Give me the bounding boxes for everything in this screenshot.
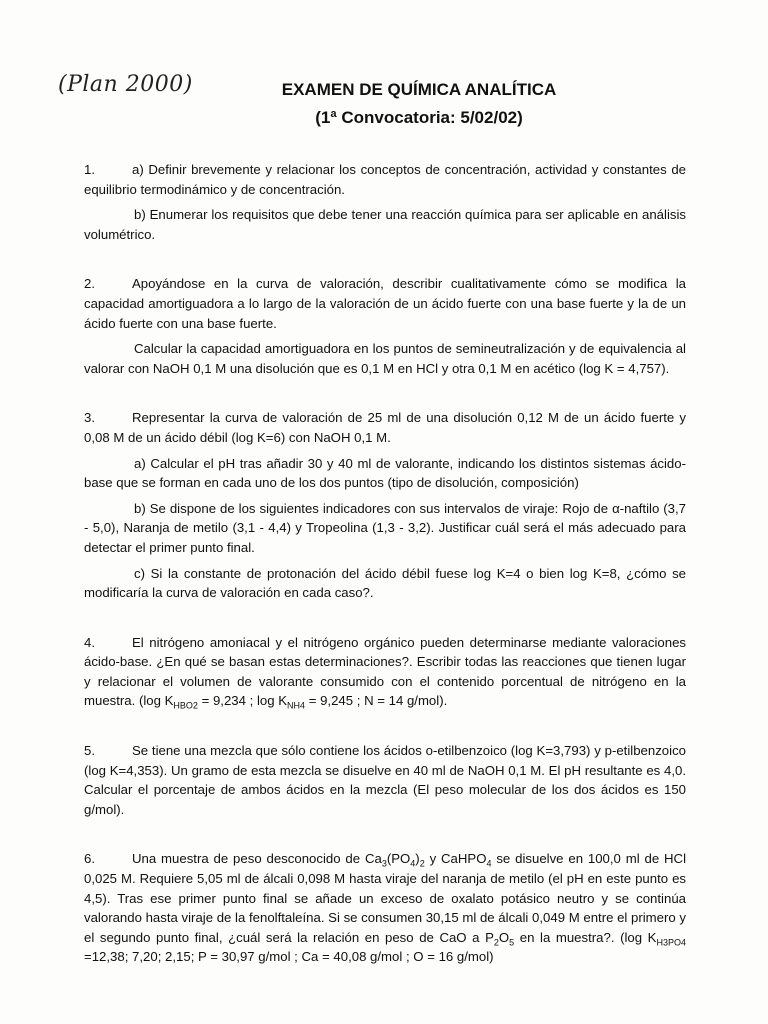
- question-paragraph: [84, 160, 686, 199]
- question-text: a) Definir brevemente y relacionar los conceptos de concentración, actividad y constantes de equilibrio termodinámico y de concentración.: [84, 162, 686, 197]
- question-number: 6.: [84, 851, 95, 867]
- question-number: 1.: [84, 162, 95, 177]
- question-paragraph: [84, 274, 686, 333]
- question-text: b) Enumerar los requisitos que debe tener una reacción química para ser aplicable en análisis volumétrico.: [84, 207, 686, 242]
- handwritten-plan-note: (Plan 2000): [58, 72, 193, 97]
- question-number: 4.: [84, 634, 95, 650]
- question-paragraph: [84, 564, 686, 603]
- question-1: [84, 160, 686, 244]
- question-paragraph: [84, 205, 686, 244]
- question-text: b) Se dispone de los siguientes indicadores con sus intervalos de viraje: Rojo de α-naftilo (3,7 - 5,0), Naranja de metilo (3,1 - 4,4) y Tropeolina (1,3 - 3,2). Justificar cuál será el más adecuado para detectar el primer punto final.: [84, 500, 686, 555]
- question-5: [84, 741, 686, 819]
- question-3: [84, 408, 686, 602]
- question-paragraph: [84, 633, 686, 711]
- question-text: Representar la curva de valoración de 25 ml de una disolución 0,12 M de un ácido fuerte y 0,08 M de un ácido débil (log K=6) con NaOH 0,1 M.: [84, 410, 686, 445]
- questions-list: [84, 160, 686, 997]
- question-paragraph: [84, 499, 686, 558]
- question-text: a) Calcular el pH tras añadir 30 y 40 ml de valorante, indicando los distintos sistemas ácido-base que se forman en cada uno de los dos puntos (tipo de disolución, composición): [84, 455, 686, 491]
- question-number: 5.: [84, 743, 95, 759]
- question-text: Se tiene una mezcla que sólo contiene los ácidos o-etilbenzoico (log K=3,793) y p-etilbenzoico (log K=4,353). Un gramo de esta mezcla se disuelve en 40 ml de NaOH 0,1 M. El pH resultante es 4,0. Calcular el porcentaje de ambos ácidos en la mezcla (El peso molecular de los dos ácidos es 150 g/mol).: [84, 743, 686, 817]
- question-number: 3.: [84, 410, 95, 426]
- question-6: [84, 849, 686, 967]
- question-text: Una muestra de peso desconocido de $Ca_3(PO_4)_2$ y CaHPO$_4$ se disuelve en 100,0 ml de HCl 0,025 M. Requiere 5,05 ml de álcali 0,098 M hasta viraje del naranja de metilo (el pH en este punto es 4,5). Tras ese primer punto final se añade un exceso de oxalato potásico neutro y se continúa valorando hasta viraje de la fenolftaleína. Si se consumen 30,15 ml de álcali 0,049 M entre el primero y el segundo punto final, ¿cuál será la relación en peso de CaO a $P_2O_5$ en la muestra?. (log $K_{H3PO4} =12,38$; 7,20; 2,15; P = 30,97 g/mol ; Ca = 40,08 g/mol ; O = 16 g/mol): [84, 851, 687, 965]
- question-paragraph: [84, 408, 686, 447]
- question-number: 2.: [84, 276, 95, 292]
- exam-subtitle: (1ª Convocatoria: 5/02/02): [315, 108, 523, 127]
- question-2: [84, 274, 686, 378]
- question-text: El nitrógeno amoniacal y el nitrógeno orgánico pueden determinarse mediante valoraciones ácido-base. ¿En qué se basan estas determinaciones?. Escribir todas las reacciones que tienen lugar y relacionar el volumen de valorante consumido con el contenido porcentual de nitrógeno en la muestra. (log $K_{HBO2} = 9,234$ ; $\log K_{NH4} = 9,245$ ; N = 14 g/mol).: [84, 634, 686, 712]
- question-4: [84, 633, 686, 711]
- question-paragraph: [84, 849, 686, 967]
- question-paragraph: [84, 454, 686, 493]
- question-paragraph: [84, 741, 686, 819]
- question-text: c) Si la constante de protonación del ácido débil fuese log K=4 o bien log K=8, ¿cómo se modificaría la curva de valoración en cada caso?.: [84, 565, 686, 601]
- exam-title: EXAMEN DE QUÍMICA ANALÍTICA: [281, 80, 557, 99]
- question-text: Apoyándose en la curva de valoración, describir cualitativamente cómo se modifica la capacidad amortiguadora a lo largo de la valoración de un ácido fuerte con una base fuerte y la de un ácido fuerte con una base fuerte.: [84, 276, 686, 331]
- question-paragraph: [84, 339, 686, 378]
- question-text: Calcular la capacidad amortiguadora en los puntos de semineutralización y de equivalencia al valorar con NaOH 0,1 M una disolución que es 0,1 M en HCl y otra 0,1 M en acético (log K = 4,757).: [84, 341, 686, 376]
